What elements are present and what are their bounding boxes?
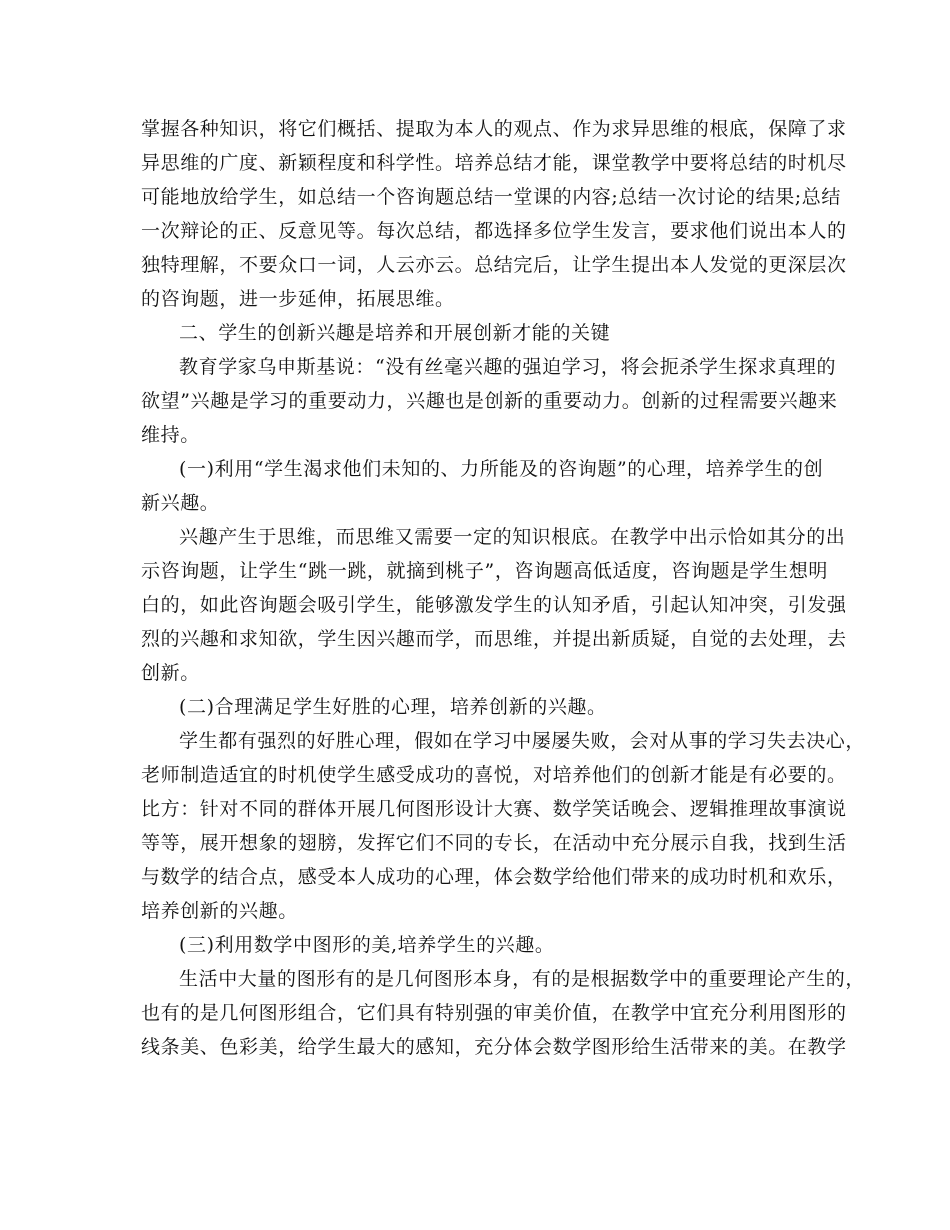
- text-line: 老师制造适宜的时机使学生感受成功的喜悦，对培养他们的创新才能是有必要的。: [141, 764, 847, 786]
- text-line: 白的，如此咨询题会吸引学生，能够激发学生的认知矛盾，引起认知冲突，引发强: [141, 594, 847, 616]
- text-line: 生活中大量的图形有的是几何图形本身，有的是根据数学中的重要理论产生的，: [179, 968, 866, 990]
- text-line: 异思维的广度、新颖程度和科学性。培养总结才能，课堂教学中要将总结的时机尽: [141, 152, 847, 174]
- text-line: 欲望”兴趣是学习的重要动力，兴趣也是创新的重要动力。创新的过程需要兴趣来: [141, 390, 838, 412]
- text-line: 新兴趣。: [141, 492, 220, 514]
- text-line: 掌握各种知识，将它们概括、提取为本人的观点、作为求异思维的根底，保障了求: [141, 118, 847, 140]
- text-line: 兴趣产生于思维，而思维又需要一定的知识根底。在教学中出示恰如其分的出: [179, 526, 846, 548]
- text-line: (二)合理满足学生好胜的心理，培养创新的兴趣。: [179, 696, 607, 718]
- text-line: 可能地放给学生，如总结一个咨询题总结一堂课的内容;总结一次讨论的结果;总结: [141, 186, 842, 208]
- text-line: 的咨询题，进一步延伸，拓展思维。: [141, 288, 455, 310]
- text-line: 示咨询题，让学生“跳一跳，就摘到桃子”，咨询题高低适度，咨询题是学生想明: [141, 560, 829, 582]
- document-body: [141, 112, 866, 1064]
- text-line: 烈的兴趣和求知欲，学生因兴趣而学，而思维，并提出新质疑，自觉的去处理，去: [141, 628, 847, 650]
- text-line: 也有的是几何图形组合，它们具有特别强的审美价值，在教学中宜充分利用图形的: [141, 1002, 847, 1024]
- text-line: 创新。: [141, 662, 200, 684]
- text-line: 一次辩论的正、反意见等。每次总结，都选择多位学生发言，要求他们说出本人的: [141, 220, 847, 242]
- text-line: 与数学的结合点，感受本人成功的心理，体会数学给他们带来的成功时机和欢乐，: [141, 866, 847, 888]
- text-line: 等等，展开想象的翅膀，发挥它们不同的专长，在活动中充分展示自我，找到生活: [141, 832, 847, 854]
- text-line: 培养创新的兴趣。: [141, 900, 298, 922]
- text-line: 比方：针对不同的群体开展几何图形设计大赛、数学笑话晚会、逻辑推理故事演说: [141, 798, 847, 820]
- text-line: (三)利用数学中图形的美,培养学生的兴趣。: [179, 934, 555, 956]
- text-line: 二、学生的创新兴趣是培养和开展创新才能的关键: [179, 322, 611, 344]
- text-line: 线条美、色彩美，给学生最大的感知，充分体会数学图形给生活带来的美。在教学: [141, 1036, 847, 1058]
- text-line: 教育学家乌申斯基说：“没有丝毫兴趣的强迫学习，将会扼杀学生探求真理的: [179, 356, 837, 378]
- text-line: 维持。: [141, 424, 200, 446]
- text-line: (一)利用“学生渴求他们未知的、力所能及的咨询题”的心理，培养学生的创: [179, 458, 824, 480]
- text-line: 学生都有强烈的好胜心理，假如在学习中屡屡失败，会对从事的学习失去决心，: [179, 730, 866, 752]
- text-line: 独特理解，不要众口一词，人云亦云。总结完后，让学生提出本人发觉的更深层次: [141, 254, 847, 276]
